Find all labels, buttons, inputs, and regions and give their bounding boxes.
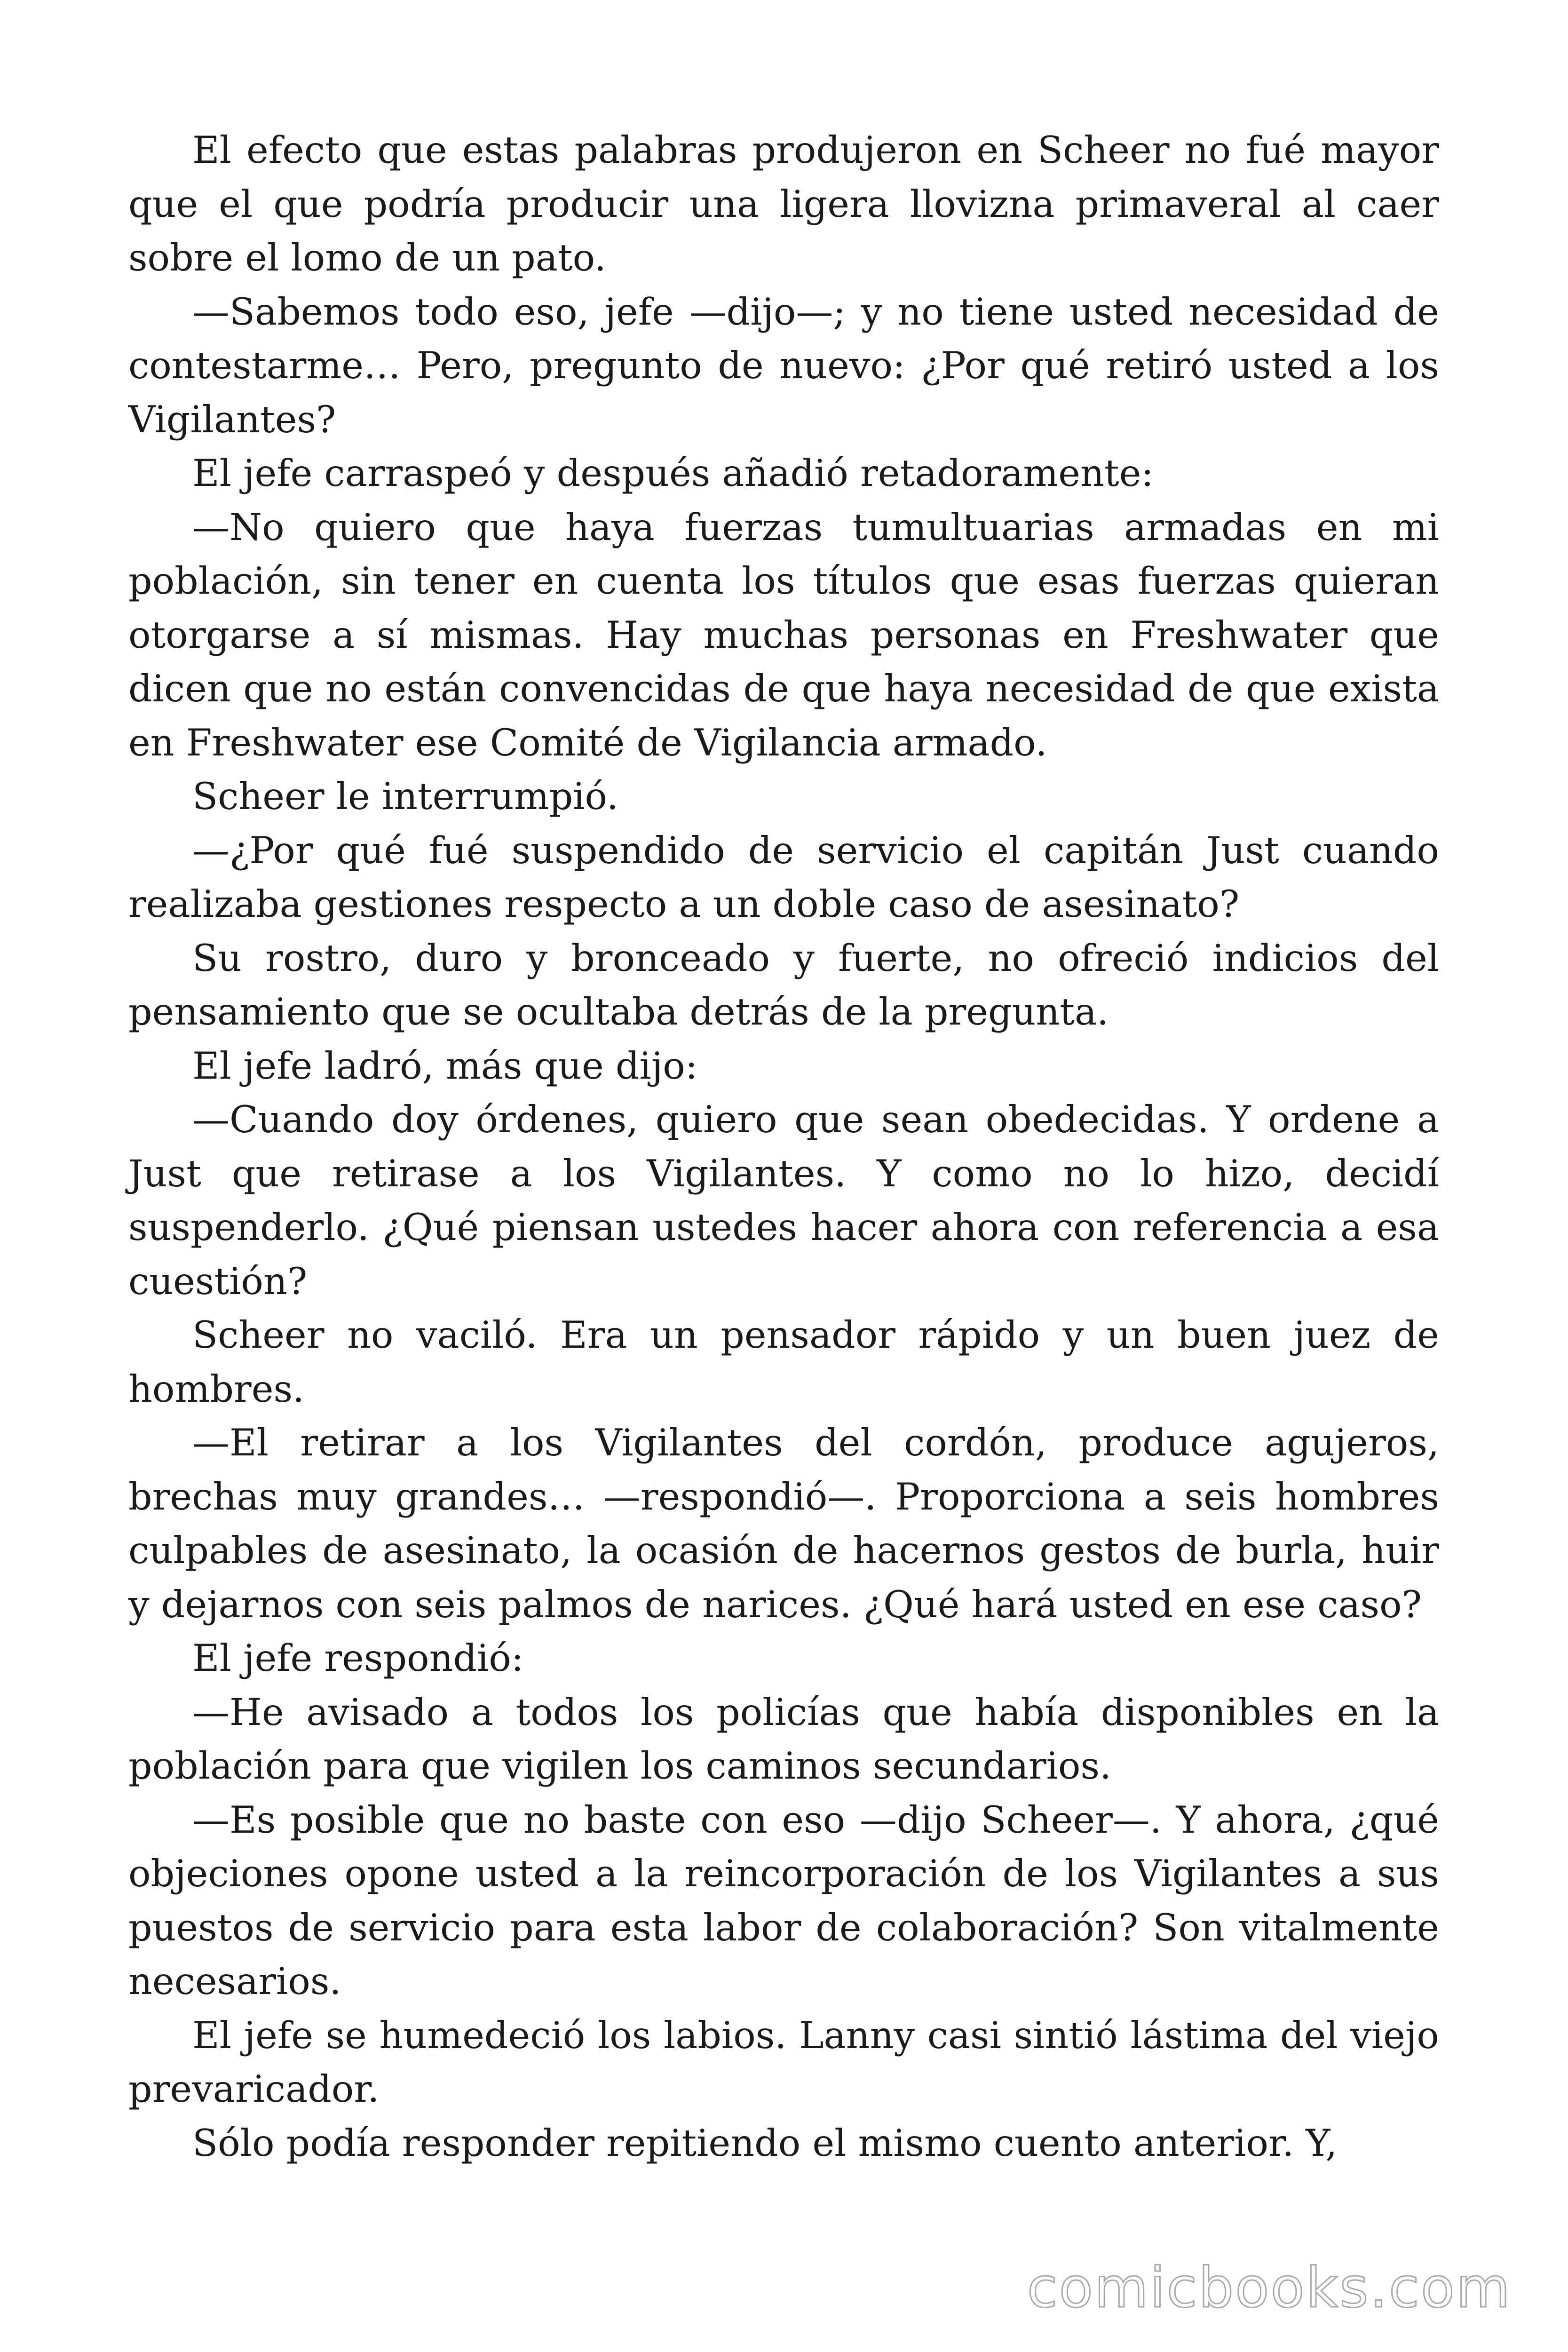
paragraph-13: —He avisado a todos los policías que había disponibles en la población para que vigilen los caminos secundarios. <box>128 1690 1439 1788</box>
paragraph-7: Su rostro, duro y bronceado y fuerte, no ofreció indicios del pensamiento que se ocultaba detrás de la pregunta. <box>128 936 1439 1033</box>
watermark: comicbooks.com <box>1027 2255 1512 2320</box>
paragraph-14: —Es posible que no baste con eso —dijo Scheer—. Y ahora, ¿qué objeciones opone usted a la reincorporación de los Vigilantes a sus puestos de servicio para esta labor de colaboración? Son vitalmente necesarios. <box>128 1798 1439 2003</box>
paragraph-3: El jefe carraspeó y después añadió retadoramente: <box>192 452 1154 495</box>
paragraph-1: El efecto que estas palabras produjeron en Scheer no fué mayor que el que podría producir una ligera llovizna primaveral al caer sobre el lomo de un pato. <box>128 128 1439 279</box>
paragraph-10: Scheer no vaciló. Era un pensador rápido y un buen juez de hombres. <box>128 1313 1439 1411</box>
paragraph-4: —No quiero que haya fuerzas tumultuarias armadas en mi población, sin tener en cuenta los títulos que esas fuerzas quieran otorgarse a sí mismas. Hay muchas personas en Freshwater que dicen que no están convencidas de que haya necesidad de que exista en Freshwater ese Comité de Vigilancia armado. <box>128 505 1439 764</box>
paragraph-6: —¿Por qué fué suspendido de servicio el capitán Just cuando realizaba gestiones respecto a un doble caso de asesinato? <box>128 828 1439 926</box>
body-text <box>128 123 1439 2170</box>
paragraph-11: —El retirar a los Vigilantes del cordón, produce agujeros, brechas muy grandes… —respondió—. Proporciona a seis hombres culpables de asesinato, la ocasión de hacernos gestos de burla, huir y dejarnos con seis palmos de narices. ¿Qué hará usted en ese caso? <box>128 1421 1439 1626</box>
paragraph-12: El jefe respondió: <box>192 1637 524 1680</box>
paragraph-16: Sólo podía responder repitiendo el mismo cuento anterior. Y, <box>192 2121 1338 2165</box>
paragraph-2: —Sabemos todo eso, jefe —dijo—; y no tiene usted necesidad de contestarme… Pero, pregunto de nuevo: ¿Por qué retiró usted a los Vigilantes? <box>128 290 1439 441</box>
paragraph-5: Scheer le interrumpió. <box>192 775 618 818</box>
paragraph-9: —Cuando doy órdenes, quiero que sean obedecidas. Y ordene a Just que retirase a los Vigilantes. Y como no lo hizo, decidí suspenderlo. ¿Qué piensan ustedes hacer ahora con referencia a esa cuestión? <box>128 1098 1439 1303</box>
paragraph-15: El jefe se humedeció los labios. Lanny casi sintió lástima del viejo prevaricador. <box>128 2013 1439 2111</box>
paragraph-8: El jefe ladró, más que dijo: <box>192 1044 698 1088</box>
